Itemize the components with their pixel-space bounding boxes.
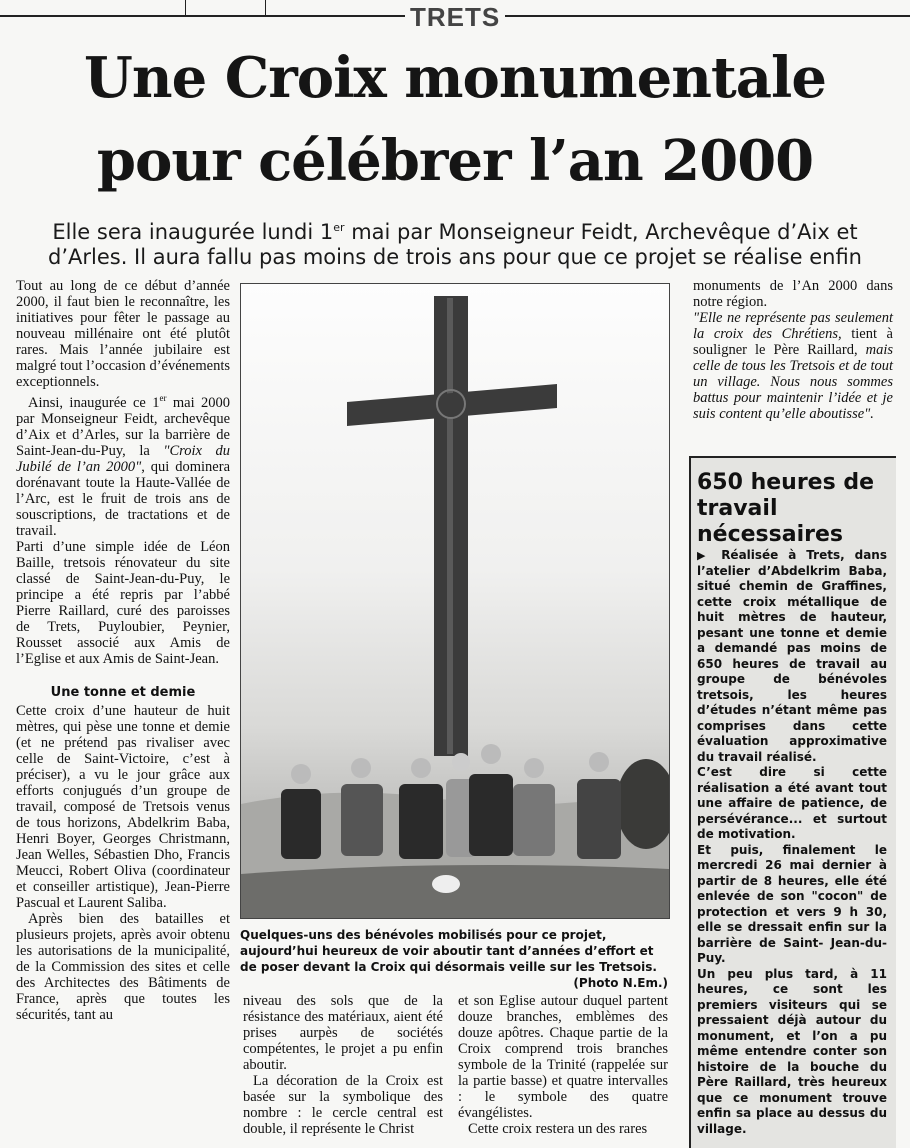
- caption-text: Quelques-uns des bénévoles mobilisés pour ce projet, aujourd’hui heureux de voir aboutir tant d’années d’effort et de poser devant la Croix qui désormais veille sur les Tretsois.: [240, 928, 657, 974]
- text: Ainsi, inaugurée ce 1: [28, 394, 160, 411]
- paragraph: Parti d’une simple idée de Léon Baille, tretsois rénovateur du site classé de Saint-Jean-du-Puy, le principe a été repris par l’abbé Pierre Raillard, curé des paroisses de Trets, Puyloubier, Peynier, Rousset associé aux Amis de l’Eglise et aux Amis de Saint-Jean.: [16, 538, 230, 667]
- quote-paragraph: [693, 310, 893, 422]
- deck-line-1: [0, 214, 910, 246]
- text: , qui dominera dorénavant toute la Haute-Vallée de l’Arc, est le fruit de trois ans de souscriptions, de tractations et de travail.: [16, 458, 230, 539]
- ground: [241, 865, 669, 918]
- attribution: tient à souligner le Père Raillard,: [693, 326, 893, 358]
- deck-text: mai par Monseigneur Feidt, Archevêque d’Aix et: [344, 220, 858, 244]
- arrow-icon: ▶: [697, 549, 712, 562]
- header-rule-right: [505, 15, 910, 17]
- section-tag: TRETS: [410, 2, 501, 32]
- article-column-1: [16, 278, 230, 1023]
- cross-photo: [240, 283, 670, 919]
- sup: er: [159, 393, 167, 403]
- paragraph: Cette croix restera un des rares: [468, 1121, 648, 1137]
- photo-credit: (Photo N.Em.): [573, 976, 668, 990]
- paragraph: Cette croix d’une hauteur de huit mètres, qui pèse une tonne et demie (et ne prétend pas rivaliser avec celle de Saint-Victoire, c’est à préciser), a vu le jour grâce aux efforts conjugués d’un groupe de travail, composé de Tretsois venus de tous horizons, Abdelkrim Baba, Henri Boyer, Georges Christmann, Jean Welles, Sébastien Dho, Francis Meucci, Robert Oliva (coordinateur et conseiller artistique), Jean-Pierre Pascual et Laurent Saliba.: [16, 702, 230, 911]
- paragraph: Un peu plus tard, à 11 heures, ce sont les premiers visiteurs qui se pressaient déjà autour du monument, et l’on a pu même entendre conter son histoire de la bouche du Père Raillard, très heureux que ce monument trouve enfin sa place au dessus du village.: [697, 966, 887, 1136]
- sidebar-body: [697, 548, 887, 1137]
- headline-line-1: Une Croix monumentale: [84, 45, 826, 111]
- article-column-3: [458, 993, 668, 1137]
- deck-sup: er: [333, 221, 345, 234]
- sidebar-title: 650 heures de travail nécessaires: [697, 470, 875, 547]
- cross-photo-illustration: [241, 284, 669, 918]
- quote: "Elle ne représente pas seulement la croix des Chrétiens,: [693, 310, 893, 342]
- croix-name: "Croix du Jubilé de l’an 2000": [16, 442, 230, 475]
- paragraph: C’est dire si cette réalisation a été avant tout une affaire de patience, de persévérance... et surtout de motivation.: [697, 765, 887, 841]
- paragraph: Et puis, finalement le mercredi 26 mai dernier à partir de 8 heures, elle été enlevée de son "cocon" de protection et vers 9 h 30, elle se dressait enfin sur la barrière de Saint- Jean-du-Puy.: [697, 842, 887, 965]
- paragraph: niveau des sols que de la résistance des matériaux, aient été prises aurpès de sociétés compétentes, le projet a pu enfin aboutir.: [243, 993, 443, 1073]
- paragraph: et son Eglise autour duquel partent douze branches, emblèmes des douze apôtres. Chaque partie de la Croix comprend trois branches symbole de la Trinité (rappelée sur la partie basse) et quatre intervalles : le symbole des quatre évangélistes.: [458, 993, 668, 1121]
- subhead: Une tonne et demie: [50, 684, 196, 700]
- paragraph: [16, 390, 230, 539]
- photo-caption: [240, 927, 668, 991]
- paragraph: [697, 548, 887, 765]
- paragraph: Après bien des batailles et plusieurs projets, après avoir obtenu les autorisations de la municipalité, de la Commission des sites et celle des Architectes des Bâtiments de France, après que toutes les sécurités, tant au: [16, 910, 230, 1023]
- headline-line-2: pour célébrer l’an 2000: [96, 128, 814, 194]
- quote: mais celle de tous les Tretsois et de tout un village. Nous nous sommes battus pour maintenir l’idée et je suis content qu’elle aboutisse".: [693, 342, 893, 422]
- paragraph: monuments de l’An 2000 dans notre région.: [693, 278, 893, 310]
- header-tick: [185, 0, 186, 15]
- text: mai 2000 par Monseigneur Feidt, archevêque d’Aix et d’Arles, sur la barrière de Saint-Jean-du-Puy, la: [16, 394, 230, 459]
- article-column-2: [243, 993, 443, 1137]
- deck-text: Elle sera inaugurée lundi 1: [52, 220, 334, 244]
- cross-upright-highlight: [447, 298, 453, 754]
- deck-line-2: d’Arles. Il aura fallu pas moins de trois ans pour que ce projet se réalise enfin: [48, 245, 862, 269]
- header-tick: [265, 0, 266, 15]
- header-rule-left: [0, 15, 405, 17]
- paragraph: Tout au long de ce début d’année 2000, il faut bien le reconnaître, les initiatives pour fêter le passage au nouveau millénaire ont été plutôt rares. Mais l’année jubilaire est malgré tout l’occasion d’événements exceptionnels.: [16, 278, 230, 390]
- article-column-4: [693, 278, 893, 422]
- paragraph: La décoration de la Croix est basée sur la symbolique des nombre : le cercle central est double, il représente le Christ: [243, 1073, 443, 1137]
- text: Réalisée à Trets, dans l’atelier d’Abdelkrim Baba, situé chemin de Graffines, cette croix métallique de huit mètres de hauteur, pesant une tonne et demie a demandé pas moins de 650 heures de travail au groupe de bénévoles tretsois, les heures d’études n’étant même pas comprises dans cette évaluation approximative du travail réalisé.: [697, 548, 887, 764]
